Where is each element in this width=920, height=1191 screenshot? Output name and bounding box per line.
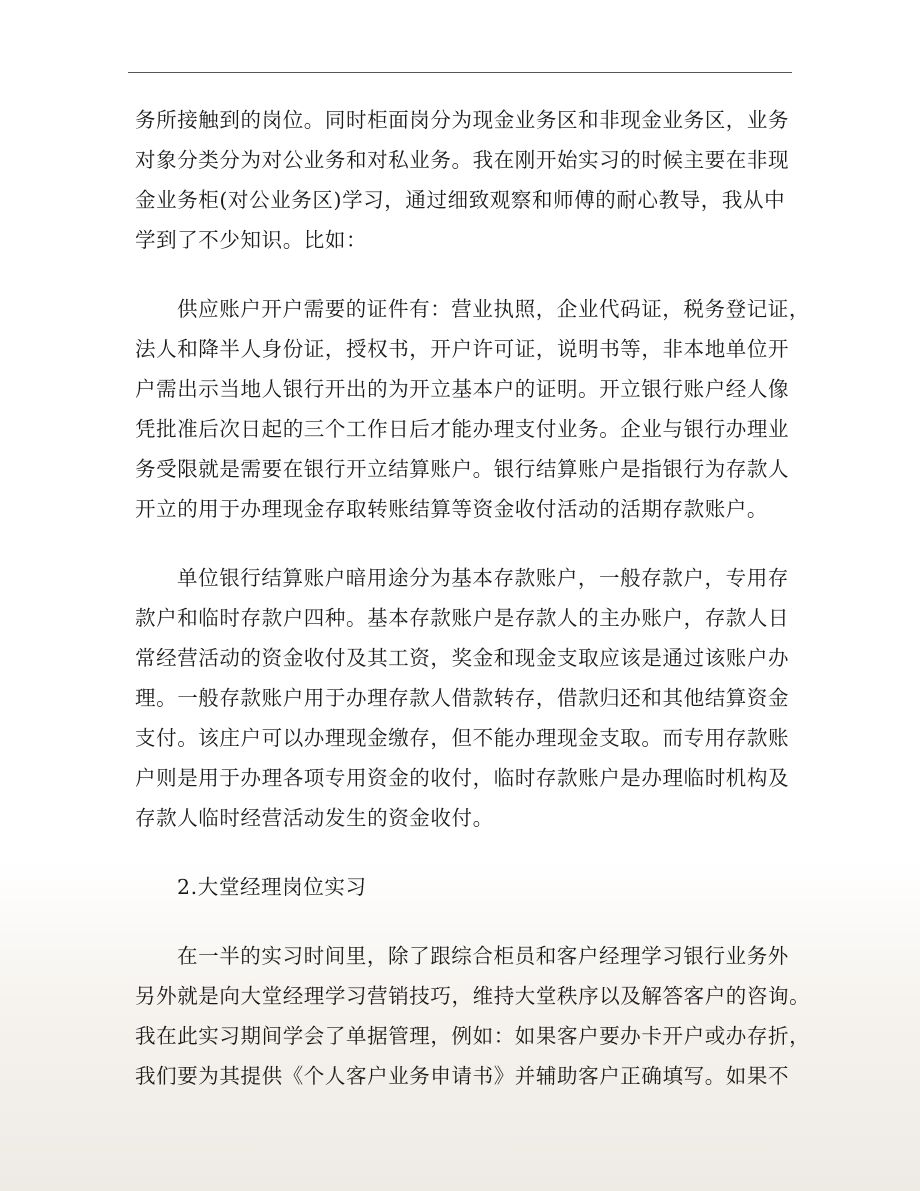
text-line: 务所接触到的岗位。同时柜面岗分为现金业务区和非现金业务区，业务 [135, 108, 790, 132]
text-line: 凭批准后次日起的三个工作日后才能办理支付业务。企业与银行办理业 [135, 417, 790, 441]
paragraph-5 [135, 936, 811, 1096]
text-line: 户需出示当地人银行开出的为开立基本户的证明。开立银行账户经人像 [135, 377, 790, 401]
text-line: 我在此实习期间学会了单据管理，例如：如果客户要办卡开户或办存折， [135, 1024, 811, 1048]
text-line: 单位银行结算账户暗用途分为基本存款账户，一般存款户，专用存 [177, 566, 789, 590]
text-line: 款户和临时存款户四种。基本存款账户是存款人的主办账户，存款人日 [135, 606, 790, 630]
text-line: 常经营活动的资金收付及其工资，奖金和现金支取应该是通过该账户办 [135, 646, 790, 670]
text-line: 户则是用于办理各项专用资金的收付，临时存款账户是办理临时机构及 [135, 766, 790, 790]
text-line: 务受限就是需要在银行开立结算账户。银行结算账户是指银行为存款人 [135, 457, 790, 481]
paragraph-2 [135, 289, 810, 529]
text-line: 对象分类分为对公业务和对私业务。我在刚开始实习的时候主要在非现 [135, 148, 790, 172]
text-line: 金业务柜(对公业务区)学习，通过细致观察和师傅的耐心教导，我从中 [135, 188, 786, 212]
document-body [135, 100, 811, 1096]
text-line: 另外就是向大堂经理学习营销技巧，维持大堂秩序以及解答客户的咨询。 [135, 984, 811, 1008]
text-line: 在一半的实习时间里，除了跟综合柜员和客户经理学习银行业务外 [177, 944, 789, 968]
text-line: 存款人临时经营活动发生的资金收付。 [135, 806, 494, 830]
text-line: 我们要为其提供《个人客户业务申请书》并辅助客户正确填写。如果不 [135, 1064, 790, 1088]
paragraph-3 [135, 558, 795, 838]
text-line: 法人和降半人身份证，授权书，开户许可证，说明书等，非本地单位开 [135, 337, 790, 361]
text-line: 支付。该庄户可以办理现金缴存，但不能办理现金支取。而专用存款账 [135, 726, 790, 750]
text-line: 开立的用于办理现金存取转账结算等资金收付活动的活期存款账户。 [135, 497, 768, 521]
header-rule [128, 72, 792, 73]
text-line: 学到了不少知识。比如： [135, 228, 368, 252]
heading-text: 2.大堂经理岗位实习 [177, 875, 367, 899]
text-line: 理。一般存款账户用于办理存款人借款转存，借款归还和其他结算资金 [135, 686, 790, 710]
text-line: 供应账户开户需要的证件有：营业执照，企业代码证，税务登记证， [177, 297, 810, 321]
section-heading [135, 867, 795, 907]
paragraph-1 [135, 100, 795, 260]
